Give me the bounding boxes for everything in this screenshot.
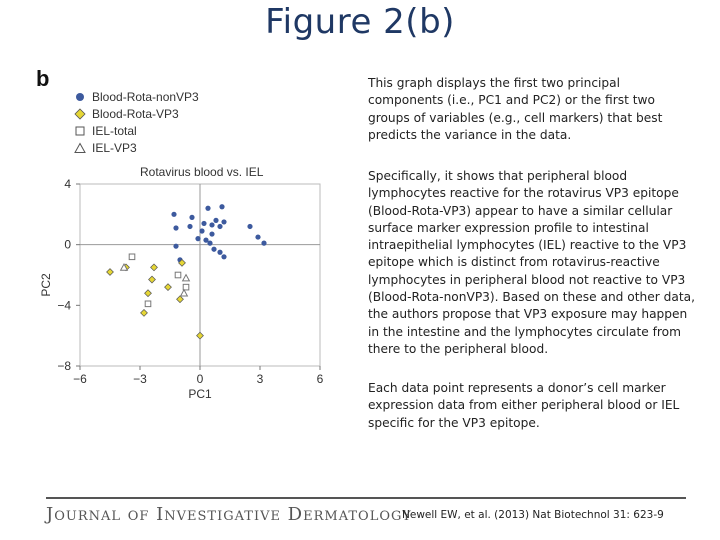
legend-label: Blood-Rota-VP3 [92,106,179,121]
x-tick-label: 0 [196,372,204,386]
x-axis-label: PC1 [188,387,212,401]
diamond-icon [74,108,86,120]
data-point-blood-rota-nonvp3 [199,228,204,233]
data-point-iel-total [129,254,135,260]
pca-scatter-chart [30,170,330,415]
legend-label: IEL-total [92,123,137,138]
data-point-blood-rota-vp3 [145,290,152,297]
data-point-blood-rota-nonvp3 [187,224,192,229]
data-point-blood-rota-nonvp3 [247,224,252,229]
data-point-blood-rota-nonvp3 [173,244,178,249]
data-point-blood-rota-nonvp3 [213,218,218,223]
panel-letter: b [36,66,50,91]
data-point-blood-rota-vp3 [141,310,148,317]
x-tick-label: 3 [256,372,264,386]
data-point-iel-vp3 [181,290,188,296]
x-tick-label: −6 [73,372,87,386]
data-point-blood-rota-nonvp3 [217,224,222,229]
y-tick-label: 4 [64,177,71,191]
description-paragraph-3: Each data point represents a donor’s cell marker expression data from either peripheral blood or IEL specific for the VP3 epitope. [368,381,680,430]
data-point-blood-rota-nonvp3 [209,222,214,227]
citation: Newell EW, et al. (2013) Nat Biotechnol 31: 623-9 [402,509,664,521]
x-tick-label: 6 [316,372,324,386]
legend [74,88,199,156]
data-point-blood-rota-nonvp3 [189,215,194,220]
y-tick-label: 0 [64,237,71,252]
data-point-blood-rota-nonvp3 [171,212,176,217]
journal-logo: Journal of Investigative Dermatology [46,504,412,525]
legend-item-iel-vp3 [74,139,199,156]
data-point-blood-rota-nonvp3 [173,225,178,230]
data-point-blood-rota-vp3 [197,332,204,339]
footer-divider [46,497,686,499]
open-triangle-icon [74,142,86,154]
data-point-blood-rota-nonvp3 [209,231,214,236]
data-point-blood-rota-nonvp3 [255,234,260,239]
x-tick-label: −3 [133,372,147,386]
data-point-blood-rota-nonvp3 [207,241,212,246]
y-tick-label: −8 [57,359,71,373]
legend-item-blood-rota-vp3 [74,105,199,122]
data-point-iel-total [145,301,151,307]
data-point-blood-rota-nonvp3 [201,221,206,226]
data-point-blood-rota-vp3 [149,276,156,283]
legend-label: Blood-Rota-nonVP3 [92,89,199,104]
y-tick-label: −4 [57,298,71,313]
data-point-iel-total [175,272,181,278]
data-point-blood-rota-nonvp3 [261,241,266,246]
y-axis-label: PC2 [39,273,53,297]
data-point-blood-rota-nonvp3 [195,236,200,241]
filled-circle-icon [74,91,86,103]
legend-item-blood-rota-nonvp3 [74,88,199,105]
slide-title: Figure 2(b) [265,2,455,42]
description-paragraph-1: This graph displays the first two principal components (i.e., PC1 and PC2) or the first two groups of variables (e.g., cell markers) that best predicts the variance in the data. [368,76,663,142]
data-point-blood-rota-nonvp3 [219,204,224,209]
description-paragraph-2: Specifically, it shows that peripheral blood lymphocytes reactive for the rotavirus VP3 epitope (Blood-Rota-VP3) appear to have a similar cellular surface marker expression profile to intestinal intraepithelial lymphocytes (IEL) reactive to the VP3 epitope which is distinct from rotavirus-reactive lymphocytes in peripheral blood not reactive to VP3 (Blood-Rota-nonVP3). Based on these and other data, the authors propose that VP3 exposure may happen in the intestine and the lymphocytes circulate from there to the peripheral blood. [368,169,695,356]
data-point-blood-rota-nonvp3 [205,206,210,211]
data-point-blood-rota-vp3 [151,264,158,271]
data-point-iel-vp3 [183,275,190,281]
data-point-blood-rota-vp3 [165,284,172,291]
legend-label: IEL-VP3 [92,140,137,155]
data-point-blood-rota-nonvp3 [211,247,216,252]
data-point-blood-rota-vp3 [177,296,184,303]
data-point-blood-rota-nonvp3 [221,254,226,259]
open-square-icon [74,125,86,137]
chart-title: Rotavirus blood vs. IEL [140,165,264,179]
data-point-blood-rota-vp3 [107,269,114,276]
legend-item-iel-total [74,122,199,139]
data-point-blood-rota-nonvp3 [221,219,226,224]
data-point-blood-rota-nonvp3 [217,250,222,255]
